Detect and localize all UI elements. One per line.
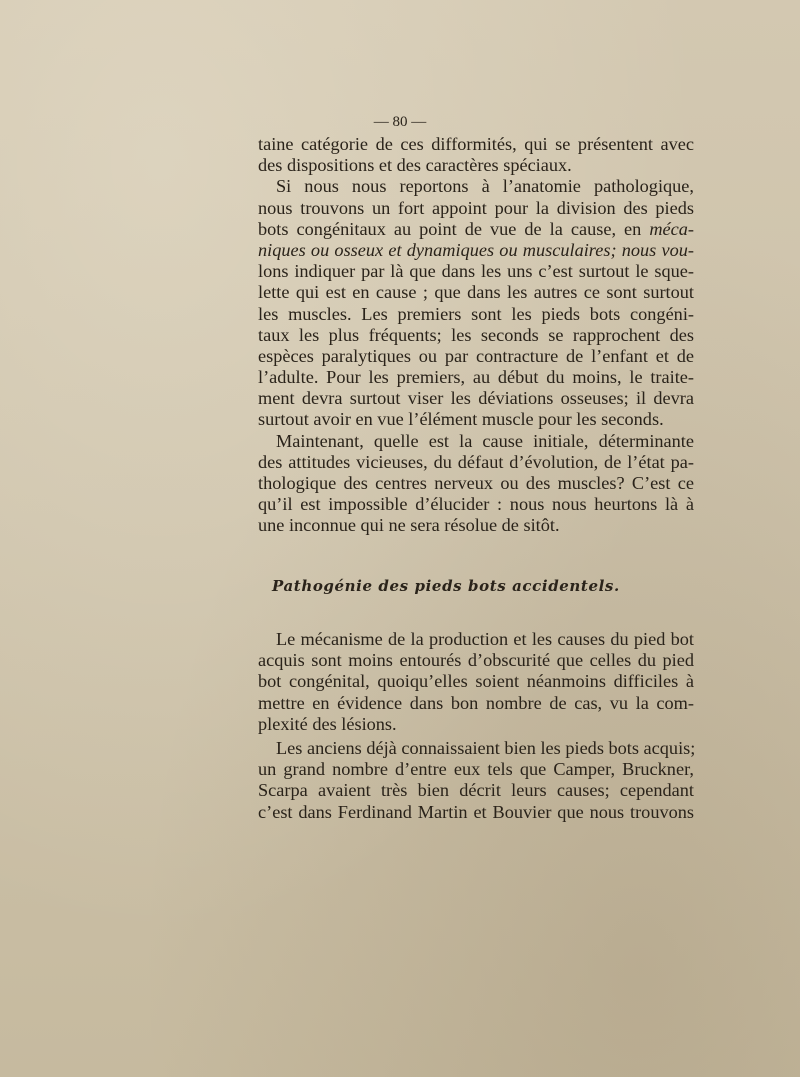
text-line: bot congénital, quoiqu’elles soient néanmoins difficiles à [258, 671, 694, 692]
text-line: des attitudes vicieuses, du défaut d’évolution, de l’état pa- [258, 451, 694, 472]
section-heading: Pathogénie des pieds bots accidentels. [272, 577, 620, 595]
text-line: Si nous nous reportons à l’anatomie pathologique, [276, 176, 694, 197]
text-line-part: bots congénitaux au point de vue de la cause, en [258, 218, 642, 239]
text-line: un grand nombre d’entre eux tels que Camper, Bruckner, [258, 759, 694, 780]
text-line: mettre en évidence dans bon nombre de cas, vu la com- [258, 692, 694, 713]
text-line: espèces paralytiques ou par contracture de l’enfant et de [258, 345, 694, 366]
body-text-section-cont [258, 738, 694, 823]
text-line: Scarpa avaient très bien décrit leurs causes; cependant [258, 780, 694, 801]
text-line: une inconnue qui ne sera résolue de sitôt. [258, 515, 560, 536]
text-line: taux les plus fréquents; les seconds se rapprochent des [258, 324, 694, 345]
text-line: des dispositions et des caractères spéciaux. [258, 155, 572, 176]
text-line: surtout avoir en vue l’élément muscle pour les seconds. [258, 409, 664, 430]
text-line: taine catégorie de ces difformités, qui se présentent avec [258, 134, 694, 154]
text-line: niques ou osseux et dynamiques ou musculaires; nous vou- [258, 239, 694, 260]
text-line: lette qui est en cause ; que dans les autres ce sont surtout [258, 282, 694, 303]
text-line: acquis sont moins entourés d’obscurité que celles du pied [258, 650, 694, 671]
text-line: les muscles. Les premiers sont les pieds bots congéni- [258, 303, 694, 324]
text-line: plexité des lésions. [258, 713, 397, 734]
text-line: Maintenant, quelle est la cause initiale, déterminante [276, 430, 694, 451]
text-line: Les anciens déjà connaissaient bien les pieds bots acquis; [276, 738, 696, 758]
text-line: nous trouvons un fort appoint pour la division des pieds [258, 197, 694, 218]
text-line: l’adulte. Pour les premiers, au début du moins, le traite- [258, 367, 694, 388]
text-line: c’est dans Ferdinand Martin et Bouvier que nous trouvons [258, 801, 694, 822]
text-line: qu’il est impossible d’élucider : nous nous heurtons là à [258, 494, 694, 515]
body-text-top [258, 134, 694, 537]
text-line: lons indiquer par là que dans les uns c’est surtout le sque- [258, 261, 694, 282]
body-text-section [258, 629, 694, 735]
page-number: — 80 — [373, 114, 427, 130]
text-line: Le mécanisme de la production et les causes du pied bot [276, 629, 694, 649]
text-line [258, 219, 694, 240]
text-line: ment devra surtout viser les déviations osseuses; il devra [258, 388, 694, 409]
text-line: thologique des centres nerveux ou des muscles? C’est ce [258, 473, 694, 493]
italic-word: méca- [649, 218, 694, 239]
